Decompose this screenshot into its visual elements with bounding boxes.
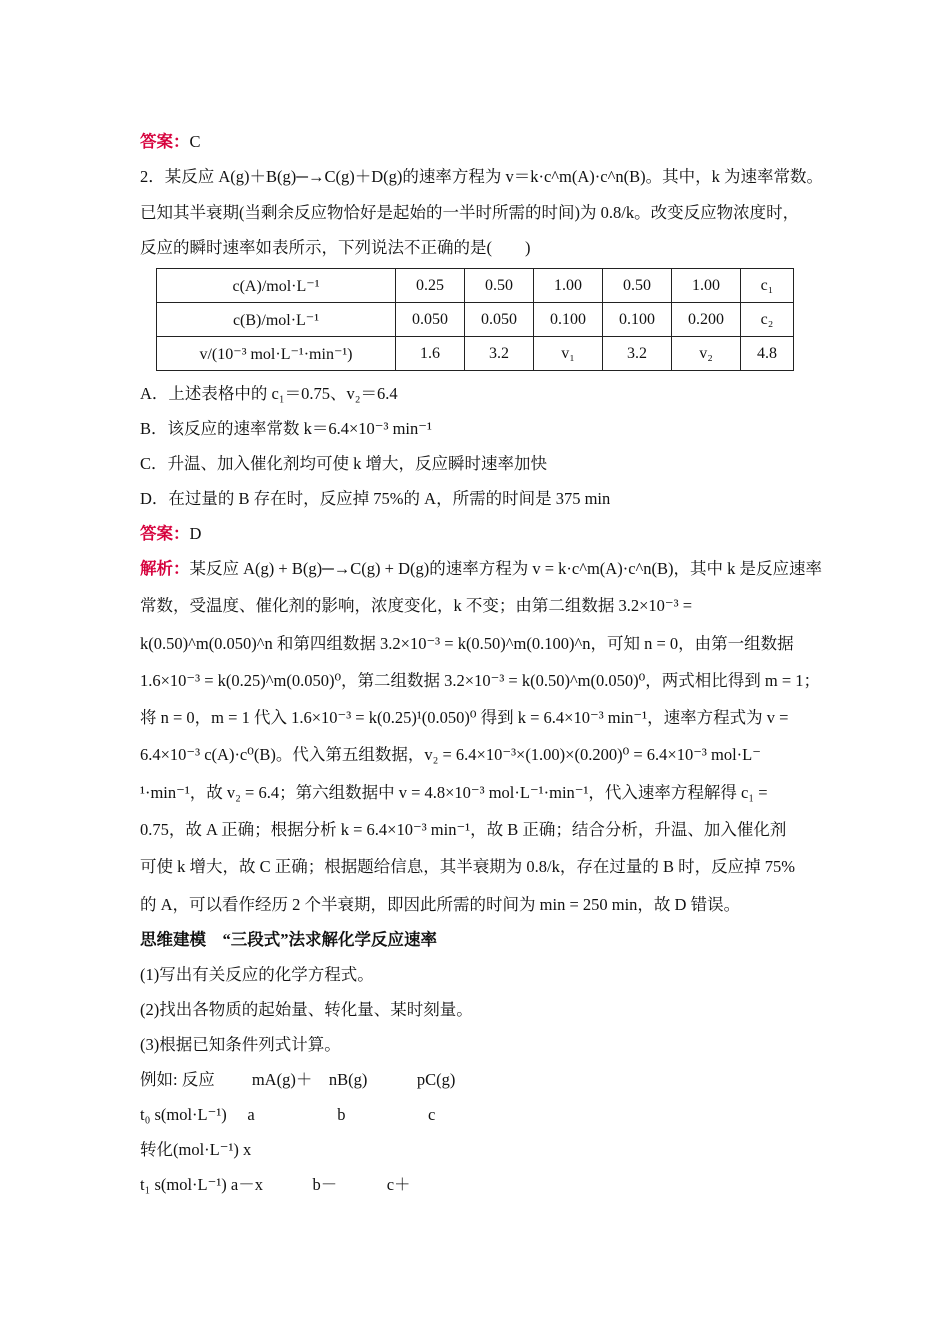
table-cell: c₂ [741,303,794,337]
answer-value: C [189,132,201,151]
model-step: (2)找出各物质的起始量、转化量、某时刻量。 [140,1000,473,1019]
option-b: B．该反应的速率常数 k＝6.4×10⁻³ min⁻¹ [140,419,432,438]
example-line: 转化(mol·L⁻¹) x [140,1140,252,1159]
model-step: (1)写出有关反应的化学方程式。 [140,965,374,984]
question-line-1: 2．某反应 A(g)＋B(g)─→C(g)＋D(g)的速率方程为 v＝k·c^m(A)·c^n(B)。其中，k 为速率常数。 [140,167,823,186]
answer-value: D [189,524,202,543]
table-cell: 0.100 [534,303,603,337]
analysis-line: 将 n = 0，m = 1 代入 1.6×10⁻³ = k(0.25)¹(0.050)⁰ 得到 k = 6.4×10⁻³ min⁻¹，速率方程式为 v = [140,708,789,727]
answer-label: 答案： [140,524,190,543]
analysis-line: 可使 k 增大，故 C 正确；根据题给信息，其半衰期为 0.8/k，存在过量的 B 时，反应掉 75% [140,857,795,876]
example-line: t₁ s(mol·L⁻¹) a－x b－ c＋ [140,1175,411,1194]
analysis-line: ¹·min⁻¹，故 v₂ = 6.4；第六组数据中 v = 4.8×10⁻³ mol·L⁻¹·min⁻¹，代入速率方程解得 c₁ = [140,783,768,802]
table-cell: v₁ [534,337,603,371]
table-row [157,303,794,337]
table-cell: 1.6 [396,337,465,371]
table-cell: 0.25 [396,269,465,303]
table-cell: 1.00 [534,269,603,303]
question-line-3: 反应的瞬时速率如表所示，下列说法不正确的是( ) [140,238,531,257]
table-cell: 1.00 [672,269,741,303]
analysis-line: 的 A，可以看作经历 2 个半衰期，即因此所需的时间为 min = 250 min，故 D 错误。 [140,895,741,914]
analysis-line: k(0.50)^m(0.050)^n 和第四组数据 3.2×10⁻³ = k(0.50)^m(0.100)^n，可知 n = 0，由第一组数据 [140,634,794,653]
table-cell: c(A)/mol·L⁻¹ [157,269,396,303]
table-cell: 0.50 [465,269,534,303]
option-a: A．上述表格中的 c₁＝0.75、v₂＝6.4 [140,384,398,403]
option-c: C．升温、加入催化剂均可使 k 增大，反应瞬时速率加快 [140,454,548,473]
example-line: t₀ s(mol·L⁻¹) a b c [140,1105,436,1124]
analysis-line [140,555,822,579]
analysis-line: 常数，受温度、催化剂的影响，浓度变化，k 不变；由第二组数据 3.2×10⁻³ = [140,596,693,615]
example-line: 例如: 反应 mA(g)＋ nB(g) pC(g) [140,1070,456,1089]
table-cell: 0.050 [465,303,534,337]
table-cell: v₂ [672,337,741,371]
table-cell: 0.200 [672,303,741,337]
analysis-text: 某反应 A(g) + B(g)─→C(g) + D(g)的速率方程为 v = k·c^m(A)·c^n(B)，其中 k 是反应速率 [189,559,823,578]
rate-table [156,268,794,371]
answer-label: 答案： [140,132,190,151]
table-cell: v/(10⁻³ mol·L⁻¹·min⁻¹) [157,337,396,371]
question-line-2: 已知其半衰期(当剩余反应物恰好是起始的一半时所需的时间)为 0.8/k。改变反应物浓度时， [140,203,800,222]
table-cell: 0.100 [603,303,672,337]
option-d: D．在过量的 B 存在时，反应掉 75%的 A，所需的时间是 375 min [140,489,611,508]
table-cell: c(B)/mol·L⁻¹ [157,303,396,337]
analysis-line: 0.75，故 A 正确；根据分析 k = 6.4×10⁻³ min⁻¹，故 B 正确；结合分析，升温、加入催化剂 [140,820,787,839]
table-cell: 0.50 [603,269,672,303]
analysis-line: 6.4×10⁻³ c(A)·c⁰(B)。代入第五组数据，v₂ = 6.4×10⁻³×(1.00)×(0.200)⁰ = 6.4×10⁻³ mol·L⁻ [140,745,761,764]
table-cell: 3.2 [465,337,534,371]
table-cell: 3.2 [603,337,672,371]
table-cell: 4.8 [741,337,794,371]
table-row [157,269,794,303]
table-cell: 0.050 [396,303,465,337]
table-row [157,337,794,371]
model-title: 思维建模 “三段式”法求解化学反应速率 [140,930,437,949]
analysis-label: 解析： [140,559,190,578]
answer-2 [140,520,201,544]
answer-1 [140,128,201,152]
model-step: (3)根据已知条件列式计算。 [140,1035,341,1054]
table-cell: c₁ [741,269,794,303]
analysis-line: 1.6×10⁻³ = k(0.25)^m(0.050)⁰，第二组数据 3.2×10⁻³ = k(0.50)^m(0.050)⁰，两式相比得到 m = 1； [140,671,821,690]
